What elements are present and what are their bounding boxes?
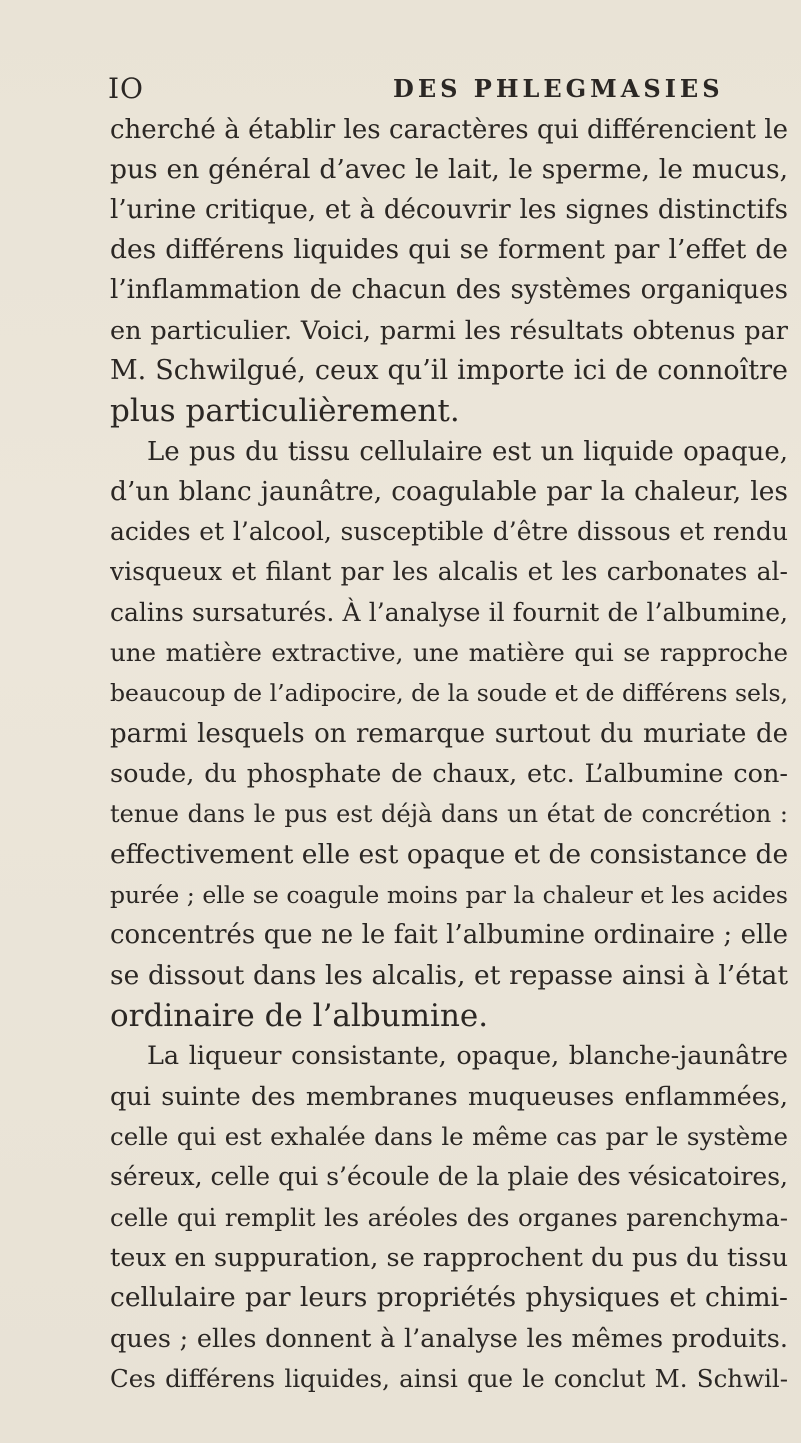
text-line: cherché à établir les caractères qui différencient le: [110, 115, 788, 145]
text-line: d’un blanc jaunâtre, coagulable par la chaleur, les: [110, 476, 788, 507]
text-line: qui suinte des membranes muqueuses enflammées,: [110, 1082, 788, 1112]
text-line: plus particulièrement.: [110, 393, 460, 429]
text-line: cellulaire par leurs propriétés physiques et chimi-: [110, 1282, 788, 1313]
text-line: tenue dans le pus est déjà dans un état de concrétion :: [110, 800, 788, 828]
text-line: Ces différens liquides, ainsi que le conclut M. Schwil-: [110, 1364, 788, 1393]
text-line: une matière extractive, une matière qui se rapproche: [110, 638, 788, 667]
text-line: séreux, celle qui s’écoule de la plaie des vésicatoires,: [110, 1162, 788, 1191]
text-line: ordinaire de l’albumine.: [110, 998, 489, 1034]
text-line: des différens liquides qui se forment par l’effet de: [110, 234, 788, 265]
text-line: l’urine critique, et à découvrir les signes distinctifs: [110, 195, 788, 225]
text-line: celle qui est exhalée dans le même cas par le système: [110, 1122, 788, 1151]
text-line: celle qui remplit les aréoles des organes parenchyma-: [110, 1203, 788, 1232]
text-line: calins sursaturés. À l’analyse il fournit de l’albumine,: [110, 598, 788, 627]
text-line: teux en suppuration, se rapprochent du pus du tissu: [110, 1243, 788, 1273]
text-line: M. Schwilgué, ceux qu’il importe ici de connoître: [110, 355, 788, 386]
text-line: acides et l’alcool, susceptible d’être dissous et rendu: [110, 517, 788, 546]
text-line: pus en général d’avec le lait, le sperme, le mucus,: [110, 154, 788, 185]
text-line: visqueux et filant par les alcalis et les carbonates al-: [110, 557, 788, 586]
text-line: ques ; elles donnent à l’analyse les mêmes produits.: [110, 1324, 788, 1354]
text-line: effectivement elle est opaque et de consistance de: [110, 839, 788, 870]
text-line: l’inflammation de chacun des systèmes organiques: [110, 275, 788, 305]
paragraph-start: La liqueur consistante, opaque, blanche-jaunâtre: [147, 1041, 788, 1071]
text-line: se dissout dans les alcalis, et repasse ainsi à l’état: [110, 960, 788, 991]
running-title: DES PHLEGMASIES: [393, 74, 724, 103]
text-line: soude, du phosphate de chaux, etc. L’albumine con-: [110, 759, 788, 789]
page-number: IO: [108, 72, 145, 105]
text-line: parmi lesquels on remarque surtout du muriate de: [110, 719, 788, 749]
text-line: en particulier. Voici, parmi les résultats obtenus par: [110, 316, 788, 346]
paragraph-start: Le pus du tissu cellulaire est un liquide opaque,: [147, 437, 788, 467]
text-line: beaucoup de l’adipocire, de la soude et de différens sels,: [110, 679, 788, 707]
text-line: purée ; elle se coagule moins par la chaleur et les acides: [110, 881, 788, 909]
running-head: [108, 72, 768, 108]
text-line: concentrés que ne le fait l’albumine ordinaire ; elle: [110, 920, 788, 950]
